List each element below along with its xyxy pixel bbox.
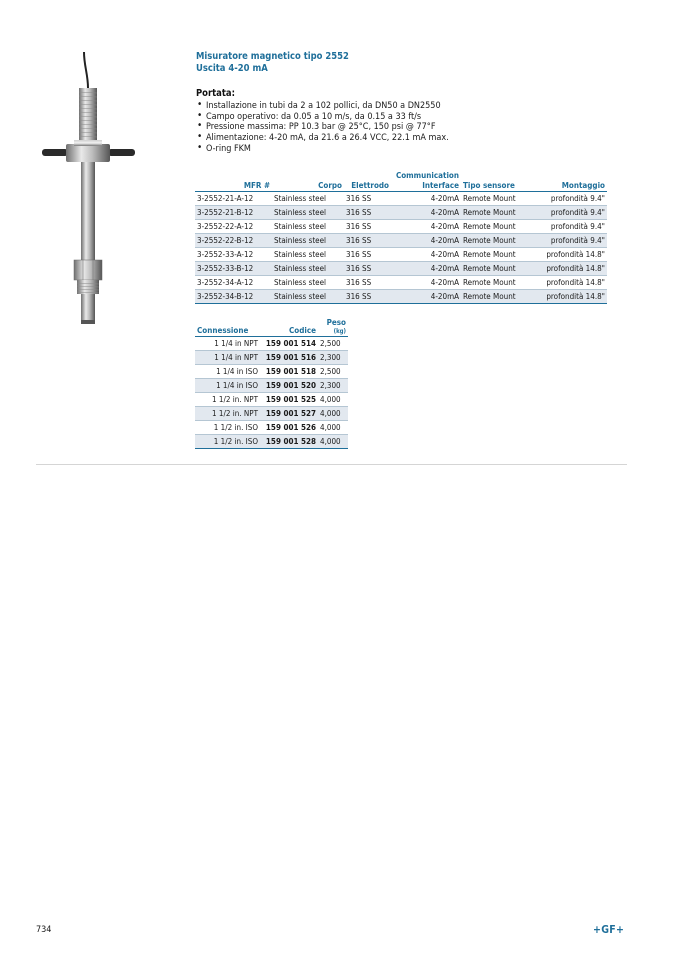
spec-item: • Alimentazione: 4-20 mA, da 21.6 a 26.4 VCC, 22.1 mA max.: [196, 133, 449, 144]
cell-codice: 159 001 520: [260, 379, 318, 393]
table-row: [195, 393, 348, 407]
sensor-product-image: [38, 48, 142, 330]
cell-corpo: Stainless steel: [272, 220, 344, 234]
cell-mfr: 3-2552-34-A-12: [195, 276, 272, 290]
cell-mfr: 3-2552-21-B-12: [195, 206, 272, 220]
cell-codice: 159 001 516: [260, 351, 318, 365]
cell-montaggio: profondità 9.4": [538, 220, 607, 234]
cell-codice: 159 001 526: [260, 421, 318, 435]
cell-montaggio: profondità 14.8": [538, 290, 607, 304]
cell-interface: 4-20mA: [391, 276, 461, 290]
cell-interface: 4-20mA: [391, 290, 461, 304]
cell-mfr: 3-2552-34-B-12: [195, 290, 272, 304]
table-row: [195, 262, 607, 276]
page-number: 734: [36, 925, 52, 935]
cell-interface: 4-20mA: [391, 206, 461, 220]
cell-interface: 4-20mA: [391, 220, 461, 234]
table-row: [195, 435, 348, 449]
cell-codice: 159 001 525: [260, 393, 318, 407]
cell-interface: 4-20mA: [391, 192, 461, 206]
cell-montaggio: profondità 9.4": [538, 234, 607, 248]
cell-corpo: Stainless steel: [272, 192, 344, 206]
cell-connessione: 1 1/2 in. NPT: [195, 393, 260, 407]
cell-codice: 159 001 514: [260, 337, 318, 351]
cell-mfr: 3-2552-22-A-12: [195, 220, 272, 234]
cell-corpo: Stainless steel: [272, 290, 344, 304]
cell-connessione: 1 1/2 in. NPT: [195, 407, 260, 421]
codes-table: [195, 318, 348, 449]
cell-corpo: Stainless steel: [272, 206, 344, 220]
cell-elettrodo: 316 SS: [344, 276, 391, 290]
header-elettrodo: Elettrodo: [344, 171, 391, 192]
cell-connessione: 1 1/2 in. ISO: [195, 435, 260, 449]
cell-sensor-type: Remote Mount: [461, 234, 538, 248]
cell-peso: 2,300: [318, 351, 348, 365]
cell-peso: 2,500: [318, 337, 348, 351]
table-row: [195, 220, 607, 234]
table-row: [195, 192, 607, 206]
cell-sensor-type: Remote Mount: [461, 262, 538, 276]
cell-connessione: 1 1/4 in ISO: [195, 365, 260, 379]
product-title-line2: Uscita 4-20 mA: [196, 63, 268, 74]
models-table-header: [195, 171, 607, 192]
gf-brand-logo: +GF+: [593, 924, 625, 936]
cell-codice: 159 001 518: [260, 365, 318, 379]
cell-peso: 4,000: [318, 421, 348, 435]
cell-interface: 4-20mA: [391, 234, 461, 248]
product-title: [196, 51, 496, 75]
cell-connessione: 1 1/4 in NPT: [195, 337, 260, 351]
header-montaggio: Montaggio: [538, 171, 607, 192]
cell-corpo: Stainless steel: [272, 234, 344, 248]
cell-montaggio: profondità 14.8": [538, 262, 607, 276]
cell-elettrodo: 316 SS: [344, 192, 391, 206]
header-tipo-sensore: Tipo sensore: [461, 171, 538, 192]
cell-sensor-type: Remote Mount: [461, 290, 538, 304]
cell-sensor-type: Remote Mount: [461, 276, 538, 290]
cell-montaggio: profondità 14.8": [538, 276, 607, 290]
cell-corpo: Stainless steel: [272, 262, 344, 276]
cell-peso: 4,000: [318, 435, 348, 449]
header-peso-unit: (kg): [333, 328, 346, 335]
cell-sensor-type: Remote Mount: [461, 248, 538, 262]
cell-montaggio: profondità 9.4": [538, 192, 607, 206]
header-peso: [318, 318, 348, 337]
range-heading: Portata:: [196, 88, 235, 99]
section-divider: [36, 464, 627, 465]
cell-montaggio: profondità 14.8": [538, 248, 607, 262]
cell-interface: 4-20mA: [391, 262, 461, 276]
header-corpo: Corpo: [272, 171, 344, 192]
cell-sensor-type: Remote Mount: [461, 220, 538, 234]
cell-codice: 159 001 528: [260, 435, 318, 449]
table-row: [195, 206, 607, 220]
models-table: [195, 171, 607, 304]
cell-connessione: 1 1/4 in ISO: [195, 379, 260, 393]
cell-connessione: 1 1/4 in NPT: [195, 351, 260, 365]
spec-item: • Campo operativo: da 0.05 a 10 m/s, da 0.15 a 33 ft/s: [196, 112, 449, 123]
header-peso-label: Peso: [326, 318, 346, 327]
header-communication-interface: Communication Interface: [391, 171, 461, 192]
header-connessione: Connessione: [195, 318, 260, 337]
cell-peso: 4,000: [318, 407, 348, 421]
table-row: [195, 276, 607, 290]
cell-peso: 4,000: [318, 393, 348, 407]
spec-item: • Installazione in tubi da 2 a 102 pollici, da DN50 a DN2550: [196, 101, 449, 112]
cell-sensor-type: Remote Mount: [461, 206, 538, 220]
cell-elettrodo: 316 SS: [344, 290, 391, 304]
cell-mfr: 3-2552-33-A-12: [195, 248, 272, 262]
header-codice: Codice: [260, 318, 318, 337]
cell-mfr: 3-2552-21-A-12: [195, 192, 272, 206]
cell-elettrodo: 316 SS: [344, 220, 391, 234]
cell-peso: 2,500: [318, 365, 348, 379]
cell-sensor-type: Remote Mount: [461, 192, 538, 206]
table-row: [195, 365, 348, 379]
product-title-line1: Misuratore magnetico tipo 2552: [196, 51, 349, 62]
table-row: [195, 290, 607, 304]
table-row: [195, 407, 348, 421]
header-mfr: MFR #: [195, 171, 272, 192]
cell-connessione: 1 1/2 in. ISO: [195, 421, 260, 435]
cell-elettrodo: 316 SS: [344, 262, 391, 276]
cell-elettrodo: 316 SS: [344, 248, 391, 262]
cell-elettrodo: 316 SS: [344, 206, 391, 220]
cell-mfr: 3-2552-33-B-12: [195, 262, 272, 276]
codes-table-header: [195, 318, 348, 337]
spec-item: • Pressione massima: PP 10.3 bar @ 25°C, 150 psi @ 77°F: [196, 122, 449, 133]
cell-corpo: Stainless steel: [272, 248, 344, 262]
cell-montaggio: profondità 9.4": [538, 206, 607, 220]
cell-codice: 159 001 527: [260, 407, 318, 421]
spec-item: • O-ring FKM: [196, 144, 449, 155]
table-row: [195, 351, 348, 365]
cell-elettrodo: 316 SS: [344, 234, 391, 248]
table-row: [195, 248, 607, 262]
cell-mfr: 3-2552-22-B-12: [195, 234, 272, 248]
spec-list: [196, 101, 449, 155]
cell-peso: 2,300: [318, 379, 348, 393]
cell-interface: 4-20mA: [391, 248, 461, 262]
table-row: [195, 421, 348, 435]
table-row: [195, 337, 348, 351]
table-row: [195, 234, 607, 248]
cell-corpo: Stainless steel: [272, 276, 344, 290]
table-row: [195, 379, 348, 393]
